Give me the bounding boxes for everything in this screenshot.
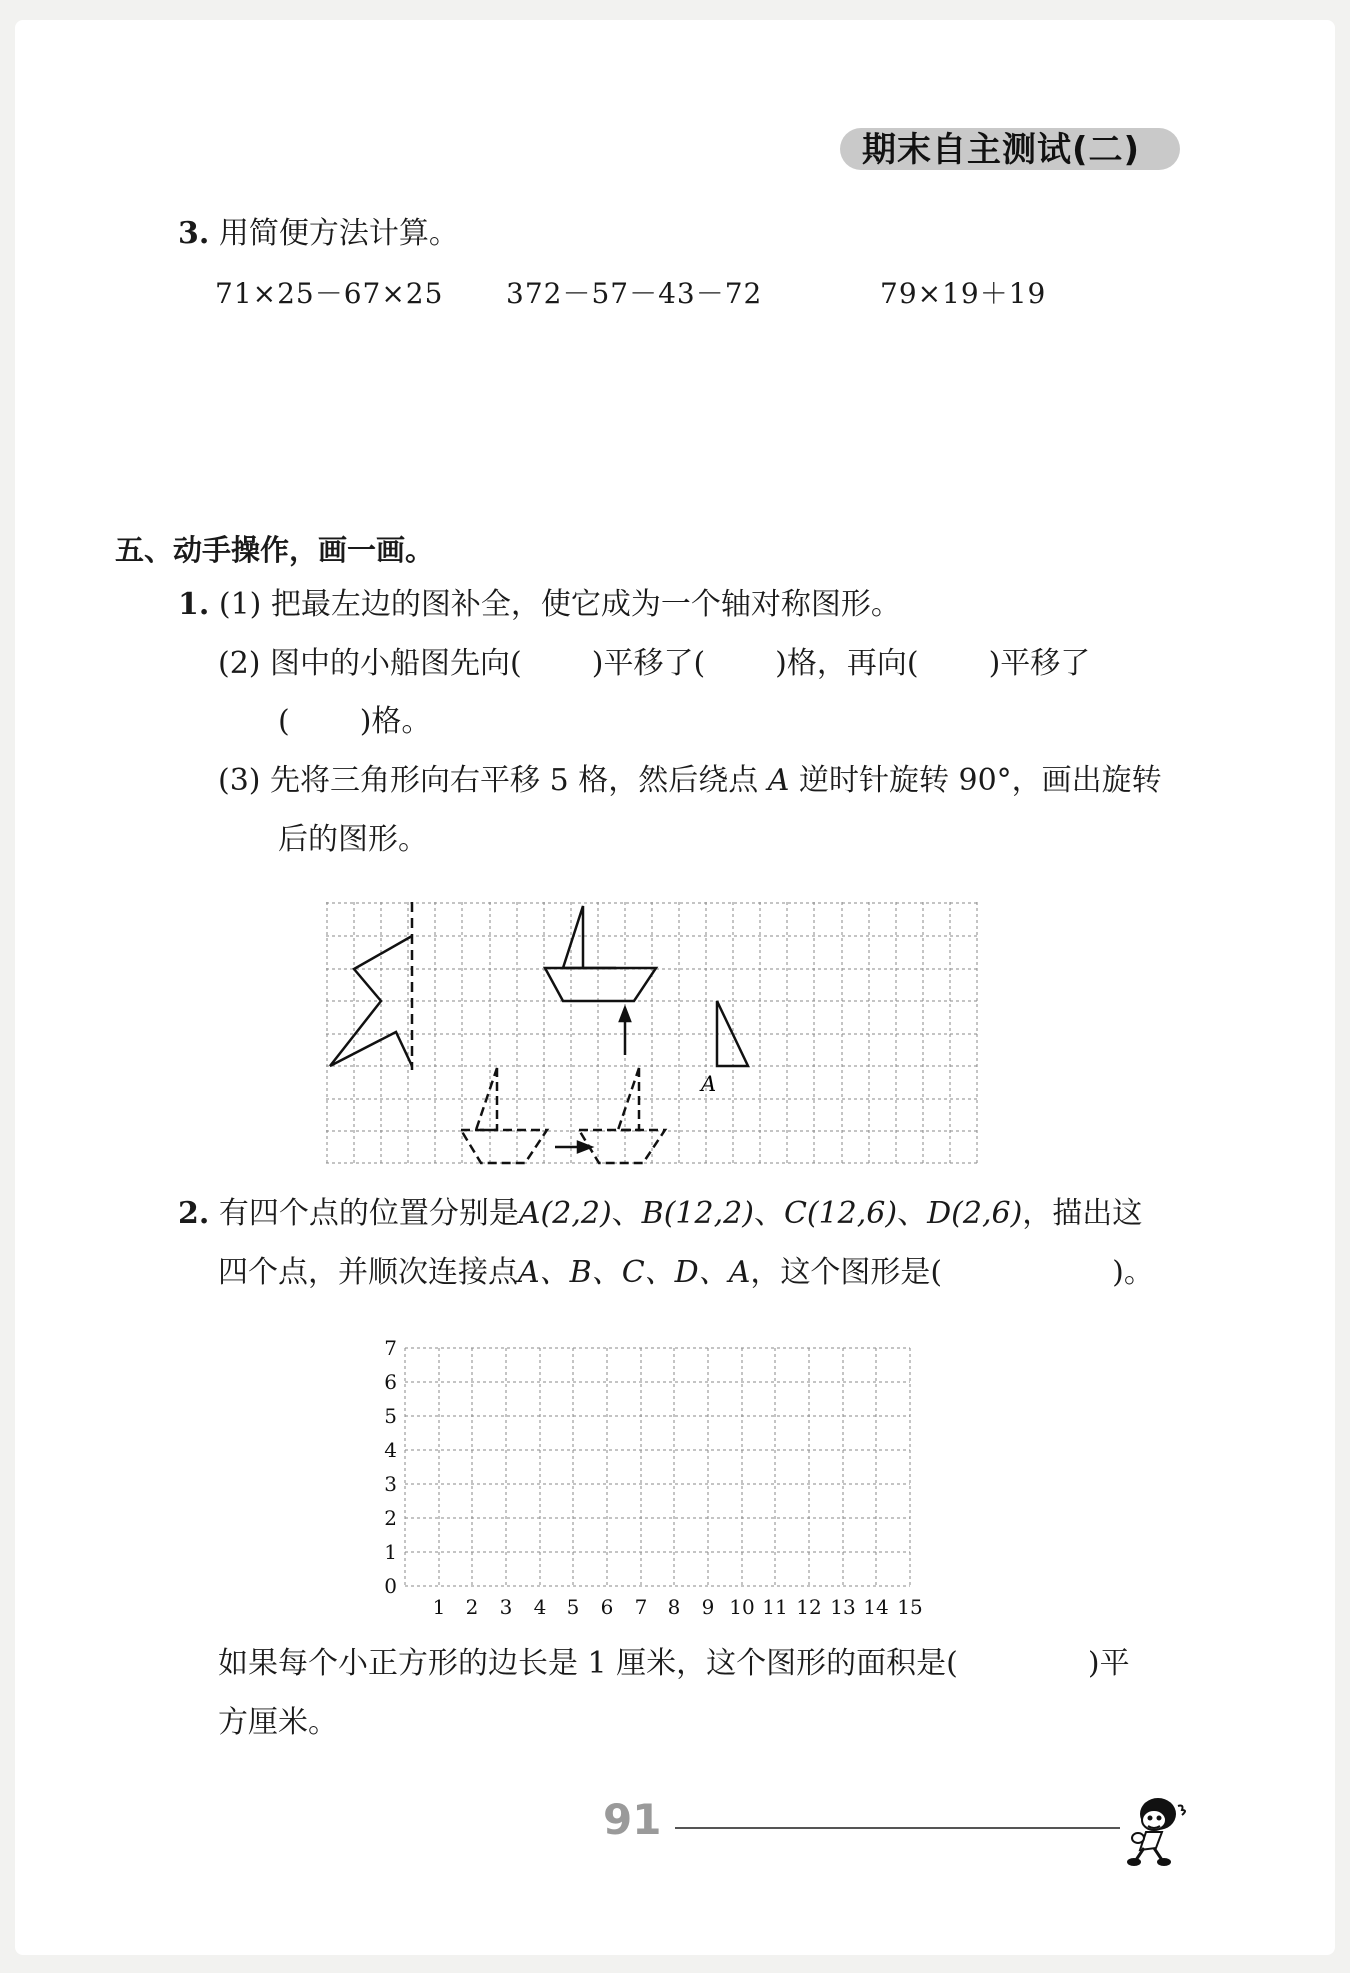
x-tick: 11 <box>762 1595 788 1619</box>
y-tick: 5 <box>384 1404 397 1428</box>
q2-area-text-b: )平 <box>1087 1646 1130 1681</box>
x-tick: 2 <box>465 1595 479 1619</box>
x-tick: 1 <box>432 1595 446 1619</box>
header-title: 期末自主测试(二) <box>862 130 1141 170</box>
x-tick: 10 <box>729 1595 755 1619</box>
q2-number: 2. <box>178 1196 210 1231</box>
q1-part3-continued: 后的图形。 <box>278 822 428 857</box>
right-arrow <box>555 1142 591 1152</box>
x-tick: 14 <box>863 1595 889 1619</box>
boat-bottom-left <box>461 1068 547 1163</box>
y-tick: 6 <box>384 1370 397 1394</box>
page-header <box>840 120 1180 172</box>
y-tick: 3 <box>384 1472 397 1496</box>
x-tick: 5 <box>566 1595 580 1619</box>
point-a-label: A <box>701 1072 717 1096</box>
y-tick: 1 <box>384 1540 397 1564</box>
point-sequence: A、B、C、D、A <box>518 1255 751 1290</box>
q1-part2-text-d: )平移了 <box>988 646 1091 681</box>
q1-part3 <box>218 761 1162 801</box>
x-tick: 7 <box>634 1595 648 1619</box>
q2-line2-text-a: 四个点，并顺次连接点 <box>218 1255 518 1290</box>
q2-line2 <box>218 1253 1154 1293</box>
y-tick: 4 <box>384 1438 397 1462</box>
x-tick: 4 <box>533 1595 547 1619</box>
q1-part2-text-a: (2) 图中的小船图先向( <box>218 646 522 681</box>
point-c: C(12,6) <box>783 1196 898 1231</box>
q3-text: 用简便方法计算。 <box>218 216 459 251</box>
q1-part2-text-c: )格，再向( <box>775 646 919 681</box>
x-tick: 9 <box>701 1595 715 1619</box>
q2-line2-text-b: ，这个图形是( <box>750 1255 943 1290</box>
up-arrow <box>620 1008 630 1055</box>
q2-area-line1 <box>218 1644 1130 1684</box>
footer-rule <box>675 1827 1120 1829</box>
grid-lines <box>326 902 978 1164</box>
q3-expression-3: 79×19＋19 <box>880 277 1047 310</box>
separator: 、 <box>611 1196 642 1231</box>
q1-part2-continued <box>278 702 431 742</box>
coordinate-grid[interactable] <box>378 1330 938 1625</box>
x-tick: 15 <box>897 1595 923 1619</box>
q1-part1-text: (1) 把最左边的图补全，使它成为一个轴对称图形。 <box>218 587 901 622</box>
x-tick: 8 <box>667 1595 681 1619</box>
origin-label: 0 <box>384 1574 397 1598</box>
q1-part1 <box>178 585 901 625</box>
point-b: B(12,2) <box>641 1196 754 1231</box>
section5-title: 五、动手操作，画一画。 <box>115 533 435 567</box>
q2-line1 <box>178 1194 1142 1234</box>
q1-part2-text-b: )平移了( <box>591 646 706 681</box>
q3-prompt <box>178 214 459 254</box>
q1-number: 1. <box>178 587 210 622</box>
q2-area-text-a: 如果每个小正方形的边长是 1 厘米，这个图形的面积是( <box>218 1646 958 1681</box>
q3-number: 3. <box>178 216 210 251</box>
x-tick: 6 <box>600 1595 614 1619</box>
coordinate-grid-lines <box>405 1348 910 1586</box>
q2-area-line2: 方厘米。 <box>218 1705 338 1740</box>
y-tick: 7 <box>384 1336 397 1360</box>
q1-part2-text-e: ( <box>278 704 290 739</box>
q3-expression-1: 71×25－67×25 <box>215 277 444 310</box>
q1-part3-point: A <box>767 763 790 798</box>
q1-part3-text-b: 逆时针旋转 90°，画出旋转 <box>798 763 1162 798</box>
x-tick: 12 <box>796 1595 822 1619</box>
point-a: A(2,2) <box>518 1196 612 1231</box>
cartoon-mascot-icon <box>1118 1790 1198 1870</box>
q1-part3-text-a: (3) 先将三角形向右平移 5 格，然后绕点 <box>218 763 759 798</box>
page-number: 91 <box>603 1795 662 1844</box>
y-tick: 2 <box>384 1506 397 1530</box>
q3-expression-2: 372－57－43－72 <box>506 277 763 310</box>
x-tick: 3 <box>499 1595 513 1619</box>
y-axis-ticks <box>384 1336 397 1598</box>
q1-part2-text-f: )格。 <box>359 704 432 739</box>
q2-line2-text-c: )。 <box>1112 1255 1154 1290</box>
point-d: D(2,6) <box>927 1196 1023 1231</box>
separator: 、 <box>897 1196 928 1231</box>
q1-part2 <box>218 644 1090 684</box>
x-tick: 13 <box>830 1595 856 1619</box>
q2-line1-text-b: ，描出这 <box>1022 1196 1143 1231</box>
transform-grid[interactable] <box>326 902 981 1167</box>
separator: 、 <box>753 1196 784 1231</box>
x-axis-ticks <box>433 1595 923 1619</box>
boat-top <box>545 906 656 1001</box>
q2-line1-text-a: 有四个点的位置分别是 <box>218 1196 519 1231</box>
